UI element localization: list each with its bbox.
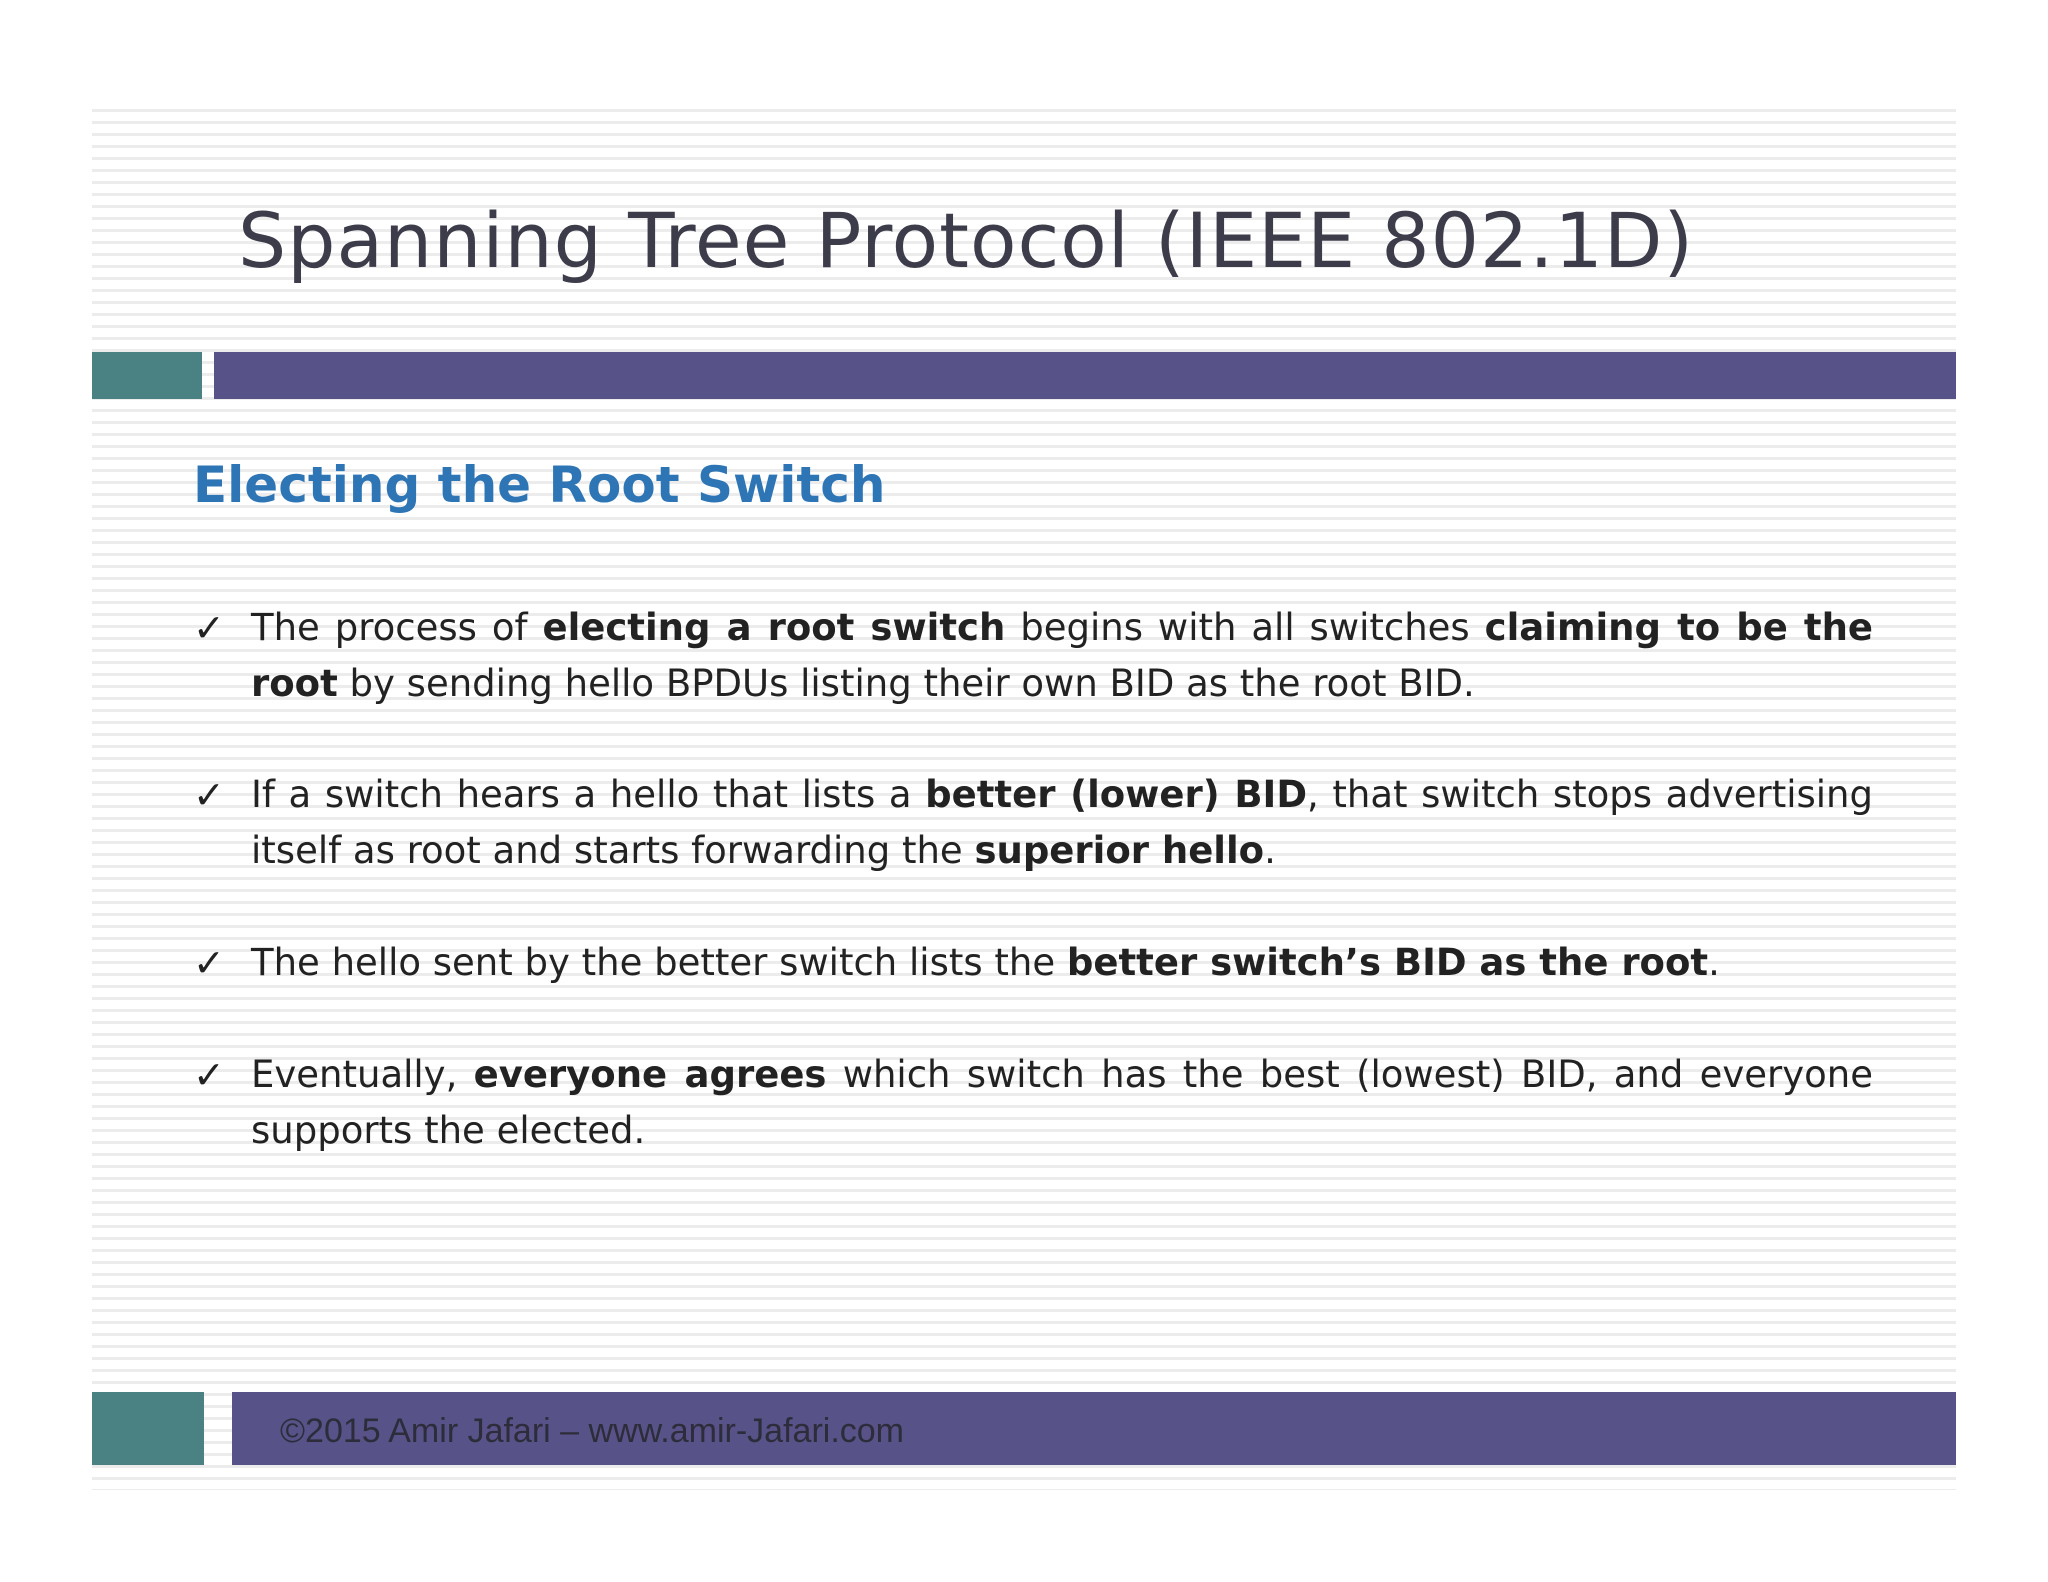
- bullet-text: [251, 935, 1873, 991]
- bullet-text: [251, 1047, 1873, 1159]
- checkmark-icon: ✓: [193, 773, 225, 817]
- bullet-segment: .: [1264, 829, 1276, 872]
- bullet-segment-bold: everyone agrees: [473, 1053, 827, 1096]
- bullet-segment-bold: better switch’s BID as the root: [1066, 941, 1709, 984]
- footer-copyright: ©2015 Amir Jafari – www.amir-Jafari.com: [280, 1412, 905, 1450]
- checkmark-icon: ✓: [193, 941, 225, 985]
- bullet-segment-bold: superior hello: [974, 829, 1265, 872]
- bullet-segment: If a switch hears a hello that lists a: [251, 773, 926, 816]
- bullet-segment-bold: better (lower) BID: [925, 773, 1308, 816]
- title-accent-purple-bar: [214, 352, 1956, 399]
- footer-teal-bar: [92, 1392, 204, 1465]
- checkmark-icon: ✓: [193, 1053, 225, 1097]
- title-accent-teal-bar: [92, 352, 202, 399]
- bullet-text: [251, 600, 1873, 712]
- bullet-segment: , that switch stops advertising itself as root and starts forwarding the: [251, 773, 1873, 872]
- bullet-segment: which switch has the best (lowest) BID, and everyone supports the elected.: [251, 1053, 1873, 1152]
- bullet-segment: Eventually,: [251, 1053, 474, 1096]
- slide-subtitle: Electing the Root Switch: [193, 456, 886, 514]
- checkmark-icon: ✓: [193, 606, 225, 650]
- bullet-segment-bold: electing a root switch: [542, 606, 1006, 649]
- bullet-segment: by sending hello BPDUs listing their own BID as the root BID.: [337, 662, 1475, 705]
- bullet-segment: The hello sent by the better switch lists the: [251, 941, 1067, 984]
- bullet-segment: begins with all switches: [1005, 606, 1485, 649]
- bullet-text: [251, 767, 1873, 879]
- bullet-segment: .: [1708, 941, 1720, 984]
- slide-title: Spanning Tree Protocol (IEEE 802.1D): [238, 196, 1695, 285]
- bullet-segment-bold: claiming to be the root: [251, 606, 1874, 705]
- bullet-segment: The process of: [251, 606, 543, 649]
